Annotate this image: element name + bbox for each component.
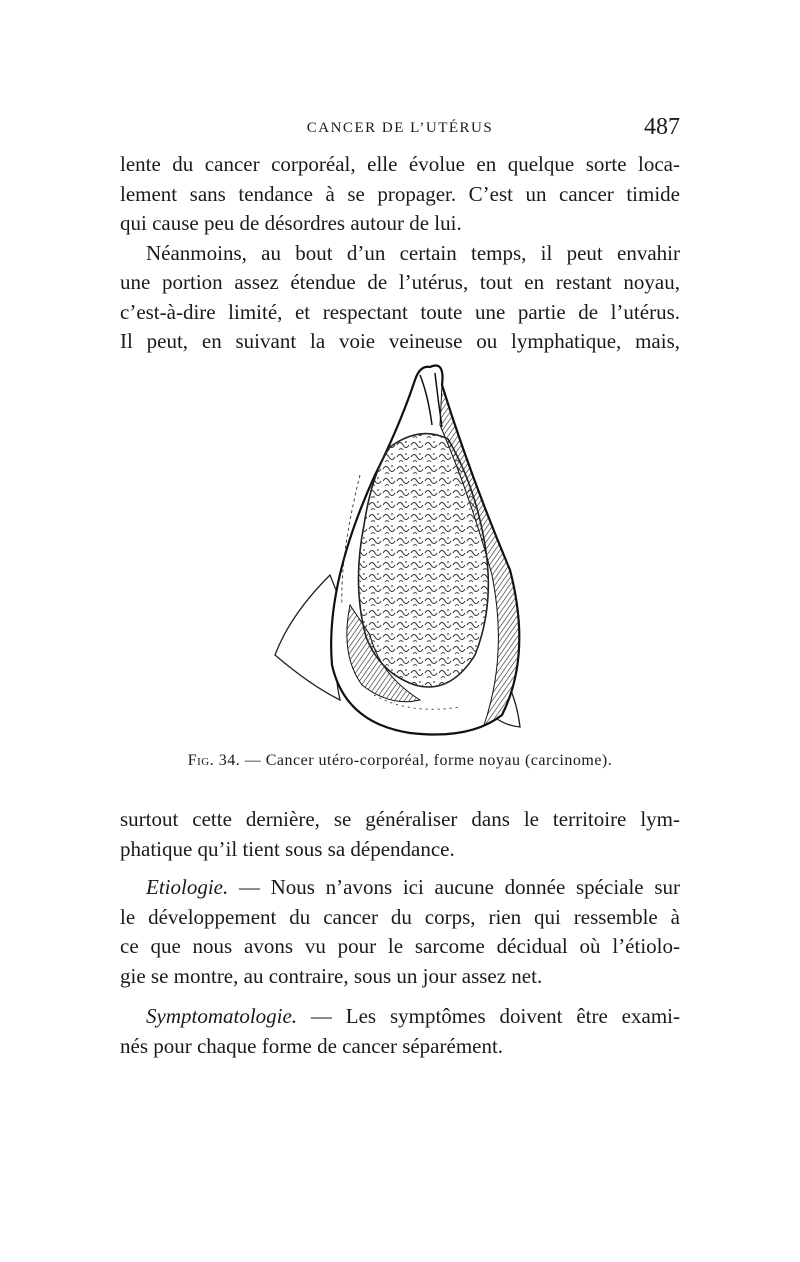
- section-term-symptomatologie: Symptomatologie.: [146, 1004, 298, 1028]
- text-line: le développement du cancer du corps, rien qui ressemble à: [120, 904, 680, 929]
- symptomatologie-paragraph: [120, 1002, 680, 1061]
- page-number: 487: [644, 114, 680, 140]
- text-line: nés pour chaque forme de cancer séparément.: [120, 1033, 504, 1058]
- paragraph-1: [120, 150, 680, 239]
- paragraph-2: [120, 239, 680, 357]
- text-line: lement sans tendance à se propager. C’est un cancer timide: [120, 181, 680, 206]
- figure-label: Fig. 34.: [187, 752, 241, 769]
- running-head: [120, 116, 680, 142]
- text-line: lente du cancer corporéal, elle évolue en quelque sorte loca-: [120, 152, 680, 176]
- figure-caption-text: — Cancer utéro-corporéal, forme noyau (carcinome).: [244, 752, 613, 769]
- text-line: ce que nous avons vu pour le sarcome décidual où l’étiolo-: [120, 934, 680, 958]
- section-text: — Nous n’avons ici aucune donnée spéciale sur: [228, 875, 680, 899]
- text-line: [120, 1002, 680, 1032]
- text-line: c’est-à-dire limité, et respectant toute une partie de l’utérus.: [120, 299, 680, 324]
- text-line: surtout cette dernière, se généraliser dans le territoire lym-: [120, 807, 680, 831]
- etiologie-paragraph: [120, 873, 680, 991]
- figure-caption: [120, 752, 680, 770]
- text-line: [120, 873, 680, 903]
- text-line: Il peut, en suivant la voie veineuse ou lymphatique, mais,: [120, 329, 680, 353]
- running-title: CANCER DE L’UTÉRUS: [306, 120, 494, 136]
- uterus-cancer-illustration: [270, 355, 540, 745]
- text-line: qui cause peu de désordres autour de lui.: [120, 211, 462, 235]
- text-line: Néanmoins, au bout d’un certain temps, il peut envahir: [146, 240, 680, 265]
- text-line: phatique qu’il tient sous sa dépendance.: [120, 836, 455, 861]
- text-line: gie se montre, au contraire, sous un jour assez net.: [120, 963, 543, 988]
- text-line: une portion assez étendue de l’utérus, tout en restant noyau,: [120, 270, 680, 294]
- section-text: — Les symptômes doivent être exami-: [297, 1004, 680, 1028]
- paragraph-3: [120, 805, 680, 864]
- section-term-etiologie: Etiologie.: [146, 875, 229, 899]
